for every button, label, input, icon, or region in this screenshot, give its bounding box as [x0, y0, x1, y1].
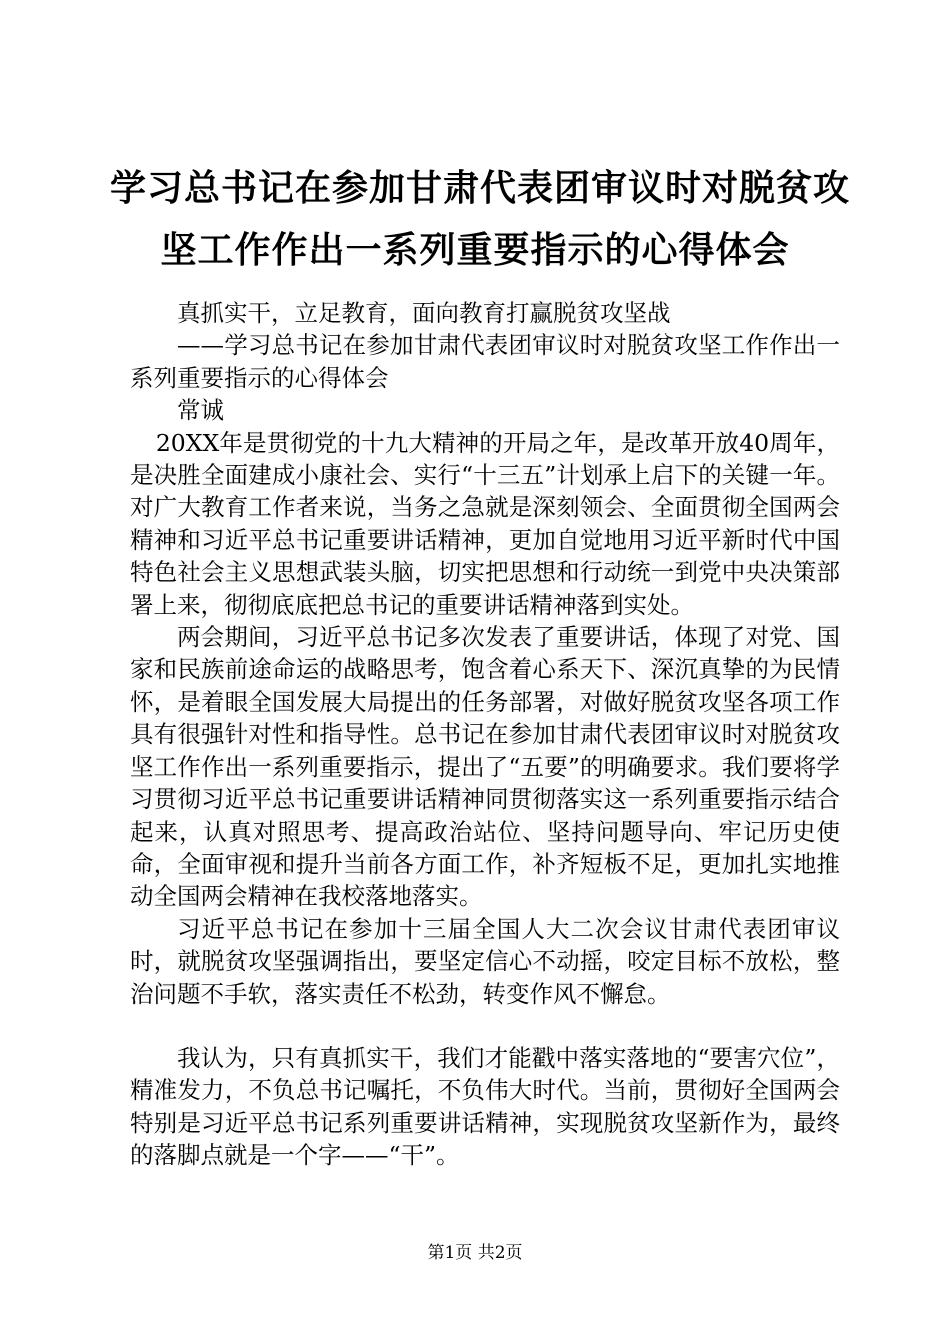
paragraph-spacer [130, 1010, 840, 1042]
page-number: 第1页 共2页 [427, 1243, 523, 1263]
paragraph-2: 两会期间，习近平总书记多次发表了重要讲话，体现了对党、国家和民族前途命运的战略思考，饱含着心系天下、深沉真挚的为民情怀，是着眼全国发展大局提出的任务部署，对做好脱贫攻坚各项工作具有很强针对性和指导性。总书记在参加甘肃代表团审议时对脱贫攻坚工作作出一系列重要指示，提出了“五要”的明确要求。我们要将学习贯彻习近平总书记重要讲话精神同贯彻落实这一系列重要指示结合起来，认真对照思考、提高政治站位、坚持问题导向、牢记历史使命，全面审视和提升当前各方面工作，补齐短板不足，更加扎实地推动全国两会精神在我校落地落实。 [130, 623, 840, 911]
title-line-2: 坚工作作出一系列重要指示的心得体会 [160, 230, 790, 271]
paragraph-3: 习近平总书记在参加十三届全国人大二次会议甘肃代表团审议时，就脱贫攻坚强调指出，要坚定信心不动摇，咬定目标不放松，整治问题不手软，落实责任不松劲，转变作风不懈怠。 [130, 914, 840, 1008]
author: 常诚 [177, 396, 224, 425]
subtitle: 真抓实干，立足教育，面向教育打赢脱贫攻坚战 [177, 299, 671, 327]
subheading: ——学习总书记在参加甘肃代表团审议时对脱贫攻坚工作作出一系列重要指示的心得体会 [130, 331, 840, 392]
document-title [110, 158, 851, 282]
paragraph-1: 20XX年是贯彻党的十九大精神的开局之年，是改革开放40周年，是决胜全面建成小康社会、实行“十三五”计划承上启下的关键一年。对广大教育工作者来说，当务之急就是深刻领会、全面贯彻全国两会精神和习近平总书记重要讲话精神，更加自觉地用习近平新时代中国特色社会主义思想武装头脑，切实把思想和行动统一到党中央决策部署上来，彻彻底底把总书记的重要讲话精神落到实处。 [130, 428, 840, 619]
title-line-1: 学习总书记在参加甘肃代表团审议时对脱贫攻 [110, 168, 851, 209]
paragraph-4: 我认为，只有真抓实干，我们才能戳中落实落地的“要害穴位”，精准发力，不负总书记嘱托，不负伟大时代。当前，贯彻好全国两会特别是习近平总书记系列重要讲话精神，实现脱贫攻坚新作为，最终的落脚点就是一个字——“干”。 [130, 1043, 840, 1170]
document-body [130, 297, 840, 1172]
